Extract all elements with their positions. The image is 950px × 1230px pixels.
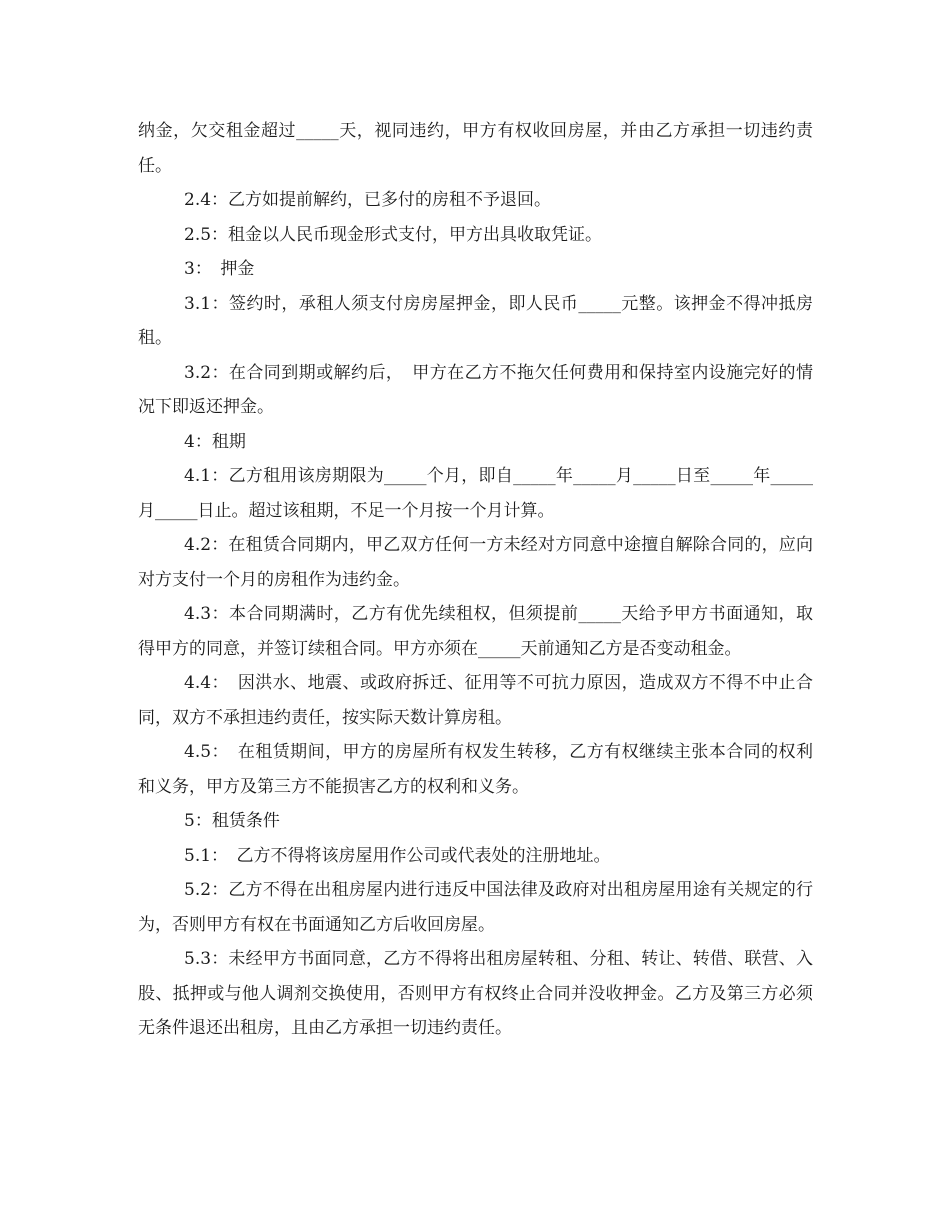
clause-4-1: 4.1：乙方租用该房期限为_____个月，即自_____年_____月_____日至_____年_____月_____日止。超过该租期，不足一个月按一个月计算。: [138, 466, 813, 521]
clause-5-2: 5.2：乙方不得在出租房屋内进行违反中国法律及政府对出租房屋用途有关规定的行为，否则甲方有权在书面通知乙方后收回房屋。: [138, 880, 813, 935]
clause-3-2: 3.2：在合同到期或解约后， 甲方在乙方不拖欠任何费用和保持室内设施完好的情况下即返还押金。: [138, 362, 813, 417]
clause-2-4: 2.4：乙方如提前解约，已多付的房租不予退回。: [184, 190, 552, 210]
clause-4-3: 4.3：本合同期满时，乙方有优先续租权，但须提前_____天给予甲方书面通知，取得甲方的同意，并签订续租合同。甲方亦须在_____天前通知乙方是否变动租金。: [138, 604, 813, 659]
clause-5-3: 5.3：未经甲方书面同意，乙方不得将出租房屋转租、分租、转让、转借、联营、入股、抵押或与他人调剂交换使用，否则甲方有权终止合同并没收押金。乙方及第三方必须无条件退还出租房，且由乙方承担一切违约责任。: [138, 949, 813, 1038]
clause-paragraph-rent-overdue: 纳金，欠交租金超过_____天，视同违约，甲方有权收回房屋，并由乙方承担一切违约责任。: [138, 121, 813, 176]
clause-4-2: 4.2：在租赁合同期内，甲乙双方任何一方未经对方同意中途擅自解除合同的，应向对方支付一个月的房租作为违约金。: [138, 535, 813, 590]
clause-2-5: 2.5：租金以人民币现金形式支付，甲方出具收取凭证。: [184, 224, 603, 245]
section-heading-lease-term: 4：租期: [184, 431, 246, 452]
section-heading-lease-conditions: 5：租赁条件: [184, 811, 280, 831]
clause-3-1: 3.1：签约时，承租人须支付房房屋押金，即人民币_____元整。该押金不得冲抵房租。: [138, 293, 813, 348]
clause-4-4: 4.4： 因洪水、地震、或政府拆迁、征用等不可抗力原因，造成双方不得不中止合同，双方不承担违约责任，按实际天数计算房租。: [138, 673, 813, 728]
section-heading-deposit: 3： 押金: [184, 259, 255, 279]
clause-4-5: 4.5： 在租赁期间，甲方的房屋所有权发生转移，乙方有权继续主张本合同的权利和义务，甲方及第三方不能损害乙方的权利和义务。: [138, 742, 813, 797]
clause-5-1: 5.1： 乙方不得将该房屋用作公司或代表处的注册地址。: [184, 845, 611, 866]
contract-body: [138, 114, 813, 1046]
